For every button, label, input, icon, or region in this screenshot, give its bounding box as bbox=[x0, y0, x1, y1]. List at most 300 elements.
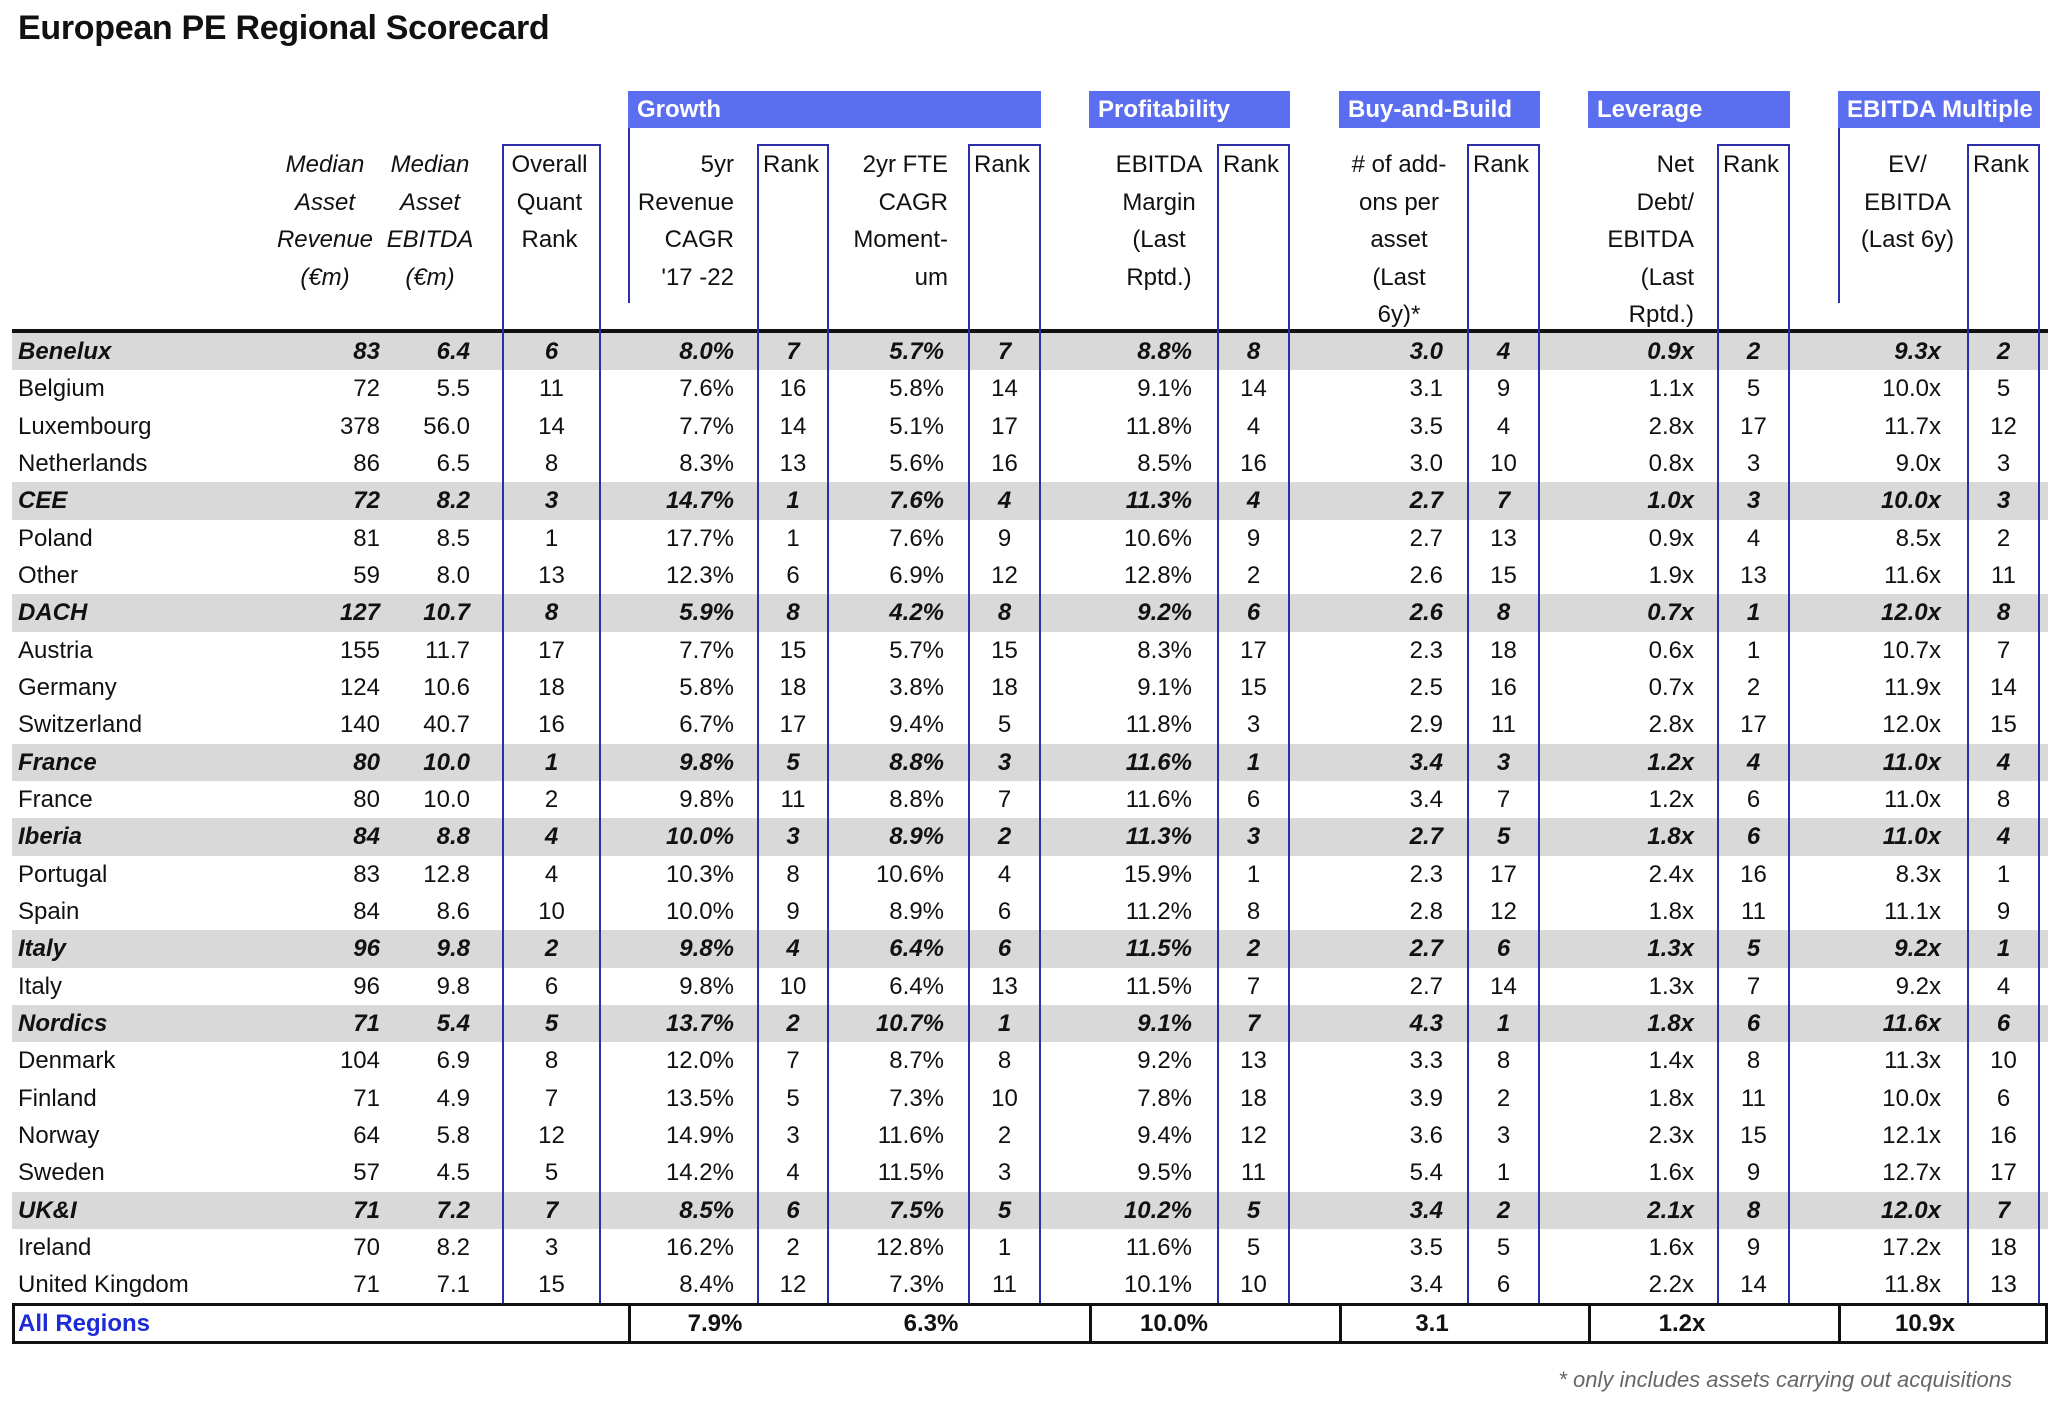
header-ev-ebitda: EV/ EBITDA (Last 6y) bbox=[1860, 151, 1955, 253]
ebitda-margin-rank-cell: 18 bbox=[1240, 1084, 1267, 1112]
net-debt-cell: 0.9x bbox=[1648, 524, 1694, 552]
fte-cagr-cell: 8.8% bbox=[889, 785, 944, 813]
header-median-revenue: Median Asset Revenue (€m) bbox=[276, 151, 374, 291]
overall-rank-cell: 1 bbox=[544, 748, 559, 776]
median-ebitda-cell: 8.8 bbox=[436, 823, 470, 851]
net-debt-cell: 1.2x bbox=[1647, 748, 1694, 776]
ev-ebitda-cell: 9.0x bbox=[1895, 449, 1941, 477]
row-name: Belgium bbox=[18, 375, 105, 403]
net-debt-rank-cell: 2 bbox=[1746, 338, 1761, 365]
overall-rank-cell: 8 bbox=[544, 599, 559, 627]
revenue-cagr-cell: 6.7% bbox=[679, 711, 734, 739]
net-debt-cell: 2.2x bbox=[1648, 1271, 1694, 1299]
fte-cagr-rank-cell: 4 bbox=[997, 860, 1012, 888]
ebitda-margin-rank-cell: 10 bbox=[1240, 1271, 1267, 1299]
net-debt-cell: 1.4x bbox=[1648, 1047, 1694, 1075]
fte-cagr-cell: 7.5% bbox=[889, 1196, 944, 1224]
fte-cagr-rank-cell: 3 bbox=[997, 748, 1012, 776]
median-ebitda-cell: 5.5 bbox=[436, 375, 470, 403]
overall-rank-cell: 17 bbox=[538, 636, 565, 664]
addons-cell: 3.1 bbox=[1409, 375, 1443, 403]
header-revenue-cagr-rank: Rank bbox=[763, 151, 820, 178]
revenue-cagr-rank-cell: 12 bbox=[779, 1271, 807, 1299]
net-debt-rank-cell: 3 bbox=[1746, 449, 1761, 477]
median-ebitda-cell: 8.2 bbox=[436, 487, 470, 515]
net-debt-cell: 0.6x bbox=[1648, 636, 1694, 664]
revenue-cagr-rank-cell: 5 bbox=[786, 1084, 800, 1112]
group-profitability: Profitability bbox=[1089, 91, 1290, 128]
ebitda-margin-cell: 9.4% bbox=[1137, 1121, 1192, 1149]
fte-cagr-rank-cell: 8 bbox=[997, 1047, 1012, 1075]
overall-rank-cell: 7 bbox=[544, 1084, 559, 1112]
median-revenue-cell: 80 bbox=[353, 785, 380, 813]
net-debt-rank-cell: 6 bbox=[1746, 823, 1761, 851]
revenue-cagr-rank-cell: 10 bbox=[779, 972, 807, 1000]
ebitda-margin-rank-cell: 13 bbox=[1240, 1047, 1267, 1075]
median-revenue-cell: 84 bbox=[353, 897, 380, 925]
net-debt-rank-cell: 1 bbox=[1746, 636, 1761, 664]
addons-cell: 2.8 bbox=[1409, 897, 1443, 925]
ev-ebitda-cell: 10.0x bbox=[1880, 487, 1941, 515]
ev-ebitda-cell: 10.0x bbox=[1882, 375, 1941, 403]
ev-ebitda-rank-cell: 13 bbox=[1990, 1271, 2017, 1299]
revenue-cagr-cell: 9.8% bbox=[679, 935, 734, 963]
ev-ebitda-cell: 11.6x bbox=[1884, 561, 1941, 589]
ebitda-margin-rank-cell: 9 bbox=[1246, 524, 1261, 552]
ev-ebitda-rank-cell: 7 bbox=[1996, 1196, 2011, 1224]
revenue-cagr-cell: 8.4% bbox=[679, 1271, 734, 1299]
revenue-cagr-rank-cell: 4 bbox=[786, 1159, 800, 1187]
all-regions-row bbox=[12, 1303, 2048, 1344]
fte-cagr-rank-cell: 4 bbox=[997, 487, 1012, 515]
revenue-cagr-rank-cell: 4 bbox=[786, 935, 800, 963]
header-fte-cagr: 2yr FTE CAGR Moment- um bbox=[853, 151, 948, 291]
median-revenue-cell: 84 bbox=[353, 823, 380, 851]
row-name: Netherlands bbox=[18, 449, 148, 477]
fte-cagr-rank-cell: 10 bbox=[991, 1084, 1018, 1112]
net-debt-cell: 0.9x bbox=[1647, 338, 1694, 365]
ev-ebitda-cell: 11.7x bbox=[1884, 412, 1941, 440]
addons-rank-cell: 6 bbox=[1496, 1271, 1511, 1299]
net-debt-rank-cell: 6 bbox=[1746, 785, 1761, 813]
ebitda-margin-rank-cell: 7 bbox=[1246, 972, 1261, 1000]
ebitda-margin-cell: 11.6% bbox=[1125, 748, 1192, 776]
header-addons-rank: Rank bbox=[1473, 151, 1530, 178]
addons-cell: 2.7 bbox=[1409, 823, 1443, 851]
overall-rank-cell: 6 bbox=[544, 338, 559, 365]
header-overall-rank: Overall Quant Rank bbox=[511, 151, 588, 253]
median-revenue-cell: 72 bbox=[353, 487, 380, 515]
ebitda-margin-cell: 11.5% bbox=[1125, 972, 1192, 1000]
revenue-cagr-cell: 12.3% bbox=[665, 561, 734, 589]
addons-cell: 2.3 bbox=[1409, 636, 1443, 664]
overall-rank-cell: 1 bbox=[544, 524, 559, 552]
fte-cagr-rank-cell: 1 bbox=[997, 1009, 1012, 1037]
total-ebitda-margin: 10.0% bbox=[1139, 1310, 1209, 1337]
fte-cagr-rank-cell: 5 bbox=[997, 1196, 1012, 1224]
ebitda-margin-rank-cell: 5 bbox=[1246, 1233, 1261, 1261]
median-revenue-cell: 155 bbox=[339, 636, 380, 664]
fte-cagr-rank-cell: 3 bbox=[997, 1159, 1012, 1187]
revenue-cagr-cell: 7.7% bbox=[679, 636, 734, 664]
row-name: CEE bbox=[18, 487, 68, 515]
row-name: France bbox=[18, 785, 93, 813]
revenue-cagr-cell: 8.3% bbox=[679, 449, 734, 477]
fte-cagr-rank-cell: 12 bbox=[991, 561, 1018, 589]
ebitda-margin-rank-cell: 7 bbox=[1246, 1009, 1261, 1037]
ev-ebitda-rank-cell: 1 bbox=[1996, 860, 2011, 888]
row-name: Denmark bbox=[18, 1047, 116, 1075]
ev-ebitda-rank-cell: 16 bbox=[1990, 1121, 2017, 1149]
median-revenue-cell: 83 bbox=[353, 338, 380, 365]
ev-ebitda-rank-cell: 6 bbox=[1996, 1009, 2011, 1037]
revenue-cagr-cell: 13.5% bbox=[665, 1084, 734, 1112]
overall-rank-column-box bbox=[502, 144, 601, 1303]
row-name: Switzerland bbox=[18, 711, 143, 739]
ev-ebitda-rank-cell: 3 bbox=[1996, 487, 2011, 515]
fte-cagr-rank-cell: 2 bbox=[997, 823, 1012, 851]
net-debt-cell: 1.2x bbox=[1648, 785, 1694, 813]
median-ebitda-cell: 5.8 bbox=[436, 1121, 470, 1149]
net-debt-cell: 2.4x bbox=[1648, 860, 1694, 888]
addons-rank-cell: 1 bbox=[1496, 1009, 1511, 1037]
addons-rank-cell: 14 bbox=[1490, 972, 1517, 1000]
ev-ebitda-rank-cell: 5 bbox=[1996, 375, 2011, 403]
fte-cagr-rank-column-box bbox=[968, 144, 1041, 1303]
addons-rank-cell: 13 bbox=[1490, 524, 1517, 552]
ev-ebitda-cell: 8.5x bbox=[1895, 524, 1941, 552]
fte-cagr-rank-cell: 16 bbox=[991, 449, 1018, 477]
addons-cell: 3.9 bbox=[1409, 1084, 1443, 1112]
fte-cagr-rank-cell: 11 bbox=[992, 1271, 1017, 1299]
revenue-cagr-cell: 14.2% bbox=[665, 1159, 734, 1187]
row-name: France bbox=[18, 748, 97, 776]
ev-ebitda-cell: 10.0x bbox=[1882, 1084, 1941, 1112]
ebitda-margin-rank-cell: 1 bbox=[1246, 748, 1261, 776]
net-debt-cell: 2.8x bbox=[1648, 412, 1694, 440]
ebitda-section-box bbox=[1838, 128, 2040, 303]
median-revenue-cell: 71 bbox=[353, 1084, 380, 1112]
addons-rank-cell: 3 bbox=[1496, 748, 1511, 776]
addons-rank-cell: 1 bbox=[1496, 1159, 1511, 1187]
all-regions-label: All Regions bbox=[18, 1310, 151, 1337]
median-revenue-cell: 81 bbox=[353, 524, 380, 552]
addons-rank-cell: 5 bbox=[1496, 823, 1511, 851]
net-debt-cell: 0.7x bbox=[1647, 599, 1694, 627]
ev-ebitda-rank-cell: 4 bbox=[1996, 972, 2011, 1000]
ebitda-margin-cell: 7.8% bbox=[1137, 1084, 1192, 1112]
net-debt-cell: 1.8x bbox=[1648, 897, 1694, 925]
net-debt-rank-cell: 17 bbox=[1740, 412, 1767, 440]
median-ebitda-cell: 7.1 bbox=[436, 1271, 470, 1299]
addons-rank-cell: 8 bbox=[1496, 1047, 1511, 1075]
overall-rank-cell: 7 bbox=[544, 1196, 559, 1224]
ebitda-margin-rank-cell: 17 bbox=[1240, 636, 1267, 664]
ev-ebitda-cell: 11.0x bbox=[1882, 823, 1941, 851]
fte-cagr-cell: 11.6% bbox=[877, 1121, 944, 1149]
ev-ebitda-rank-cell: 11 bbox=[1991, 561, 2016, 589]
revenue-cagr-cell: 10.3% bbox=[665, 860, 734, 888]
overall-rank-cell: 11 bbox=[539, 375, 564, 403]
median-revenue-cell: 96 bbox=[353, 972, 380, 1000]
ev-ebitda-cell: 11.1x bbox=[1884, 897, 1941, 925]
median-ebitda-cell: 6.4 bbox=[436, 338, 470, 365]
addons-cell: 3.3 bbox=[1409, 1047, 1443, 1075]
net-debt-cell: 0.8x bbox=[1648, 449, 1694, 477]
overall-rank-cell: 10 bbox=[538, 897, 565, 925]
net-debt-rank-cell: 7 bbox=[1746, 972, 1761, 1000]
overall-rank-cell: 3 bbox=[544, 487, 559, 515]
net-debt-cell: 1.9x bbox=[1648, 561, 1694, 589]
ev-ebitda-cell: 11.9x bbox=[1884, 673, 1941, 701]
revenue-cagr-rank-column-box bbox=[757, 144, 829, 1303]
addons-cell: 3.5 bbox=[1409, 412, 1443, 440]
net-debt-rank-cell: 15 bbox=[1740, 1121, 1767, 1149]
fte-cagr-cell: 6.4% bbox=[889, 972, 944, 1000]
median-ebitda-cell: 7.2 bbox=[436, 1196, 470, 1224]
net-debt-cell: 2.8x bbox=[1648, 711, 1694, 739]
fte-cagr-cell: 5.1% bbox=[889, 412, 944, 440]
row-name: DACH bbox=[18, 599, 88, 627]
addons-cell: 2.5 bbox=[1409, 673, 1443, 701]
total-separator bbox=[628, 1303, 631, 1344]
addons-rank-cell: 8 bbox=[1496, 599, 1511, 627]
fte-cagr-cell: 3.8% bbox=[889, 673, 944, 701]
addons-rank-cell: 11 bbox=[1491, 711, 1516, 739]
addons-cell: 3.4 bbox=[1409, 1196, 1443, 1224]
ev-ebitda-rank-cell: 3 bbox=[1996, 449, 2011, 477]
addons-cell: 2.7 bbox=[1409, 935, 1443, 963]
ebitda-margin-cell: 10.6% bbox=[1123, 524, 1192, 552]
revenue-cagr-rank-cell: 7 bbox=[786, 1047, 800, 1075]
revenue-cagr-rank-cell: 1 bbox=[786, 524, 800, 552]
revenue-cagr-cell: 10.0% bbox=[665, 823, 734, 851]
overall-rank-cell: 6 bbox=[544, 972, 559, 1000]
ebitda-margin-cell: 11.8% bbox=[1125, 711, 1192, 739]
median-ebitda-cell: 12.8 bbox=[423, 860, 470, 888]
median-revenue-cell: 71 bbox=[353, 1196, 380, 1224]
page-title: European PE Regional Scorecard bbox=[18, 9, 550, 47]
ebitda-margin-cell: 8.8% bbox=[1137, 338, 1192, 365]
ebitda-margin-cell: 9.1% bbox=[1137, 375, 1192, 403]
ebitda-margin-rank-cell: 4 bbox=[1246, 412, 1261, 440]
overall-rank-cell: 18 bbox=[538, 673, 565, 701]
addons-rank-cell: 9 bbox=[1496, 375, 1511, 403]
addons-cell: 2.6 bbox=[1409, 561, 1443, 589]
ev-ebitda-cell: 8.3x bbox=[1895, 860, 1941, 888]
fte-cagr-cell: 7.3% bbox=[889, 1084, 944, 1112]
revenue-cagr-rank-cell: 16 bbox=[779, 375, 807, 403]
ev-ebitda-rank-cell: 4 bbox=[1996, 823, 2011, 851]
revenue-cagr-rank-cell: 17 bbox=[779, 711, 807, 739]
total-separator bbox=[1588, 1303, 1591, 1344]
net-debt-cell: 1.6x bbox=[1648, 1159, 1694, 1187]
fte-cagr-cell: 10.7% bbox=[875, 1009, 944, 1037]
net-debt-rank-cell: 13 bbox=[1740, 561, 1767, 589]
revenue-cagr-cell: 7.6% bbox=[679, 375, 734, 403]
addons-rank-cell: 2 bbox=[1496, 1196, 1511, 1224]
total-fte-cagr: 6.3% bbox=[903, 1310, 959, 1337]
ebitda-margin-rank-cell: 1 bbox=[1246, 860, 1261, 888]
ebitda-margin-cell: 8.3% bbox=[1137, 636, 1192, 664]
revenue-cagr-cell: 17.7% bbox=[665, 524, 734, 552]
overall-rank-cell: 5 bbox=[544, 1009, 559, 1037]
fte-cagr-cell: 8.9% bbox=[889, 897, 944, 925]
addons-rank-cell: 18 bbox=[1490, 636, 1517, 664]
revenue-cagr-rank-cell: 7 bbox=[786, 338, 800, 365]
median-revenue-cell: 378 bbox=[339, 412, 380, 440]
addons-cell: 2.7 bbox=[1409, 487, 1443, 515]
revenue-cagr-rank-cell: 2 bbox=[786, 1009, 800, 1037]
net-debt-rank-cell: 1 bbox=[1746, 599, 1761, 627]
total-separator bbox=[1838, 1303, 1841, 1344]
net-debt-rank-column-box bbox=[1717, 144, 1790, 1303]
addons-cell: 2.9 bbox=[1409, 711, 1443, 739]
header-revenue-cagr: 5yr Revenue CAGR '17 -22 bbox=[637, 151, 734, 291]
row-name: Luxembourg bbox=[18, 412, 152, 440]
ev-ebitda-cell: 11.8x bbox=[1884, 1271, 1941, 1299]
ev-ebitda-cell: 12.7x bbox=[1882, 1159, 1941, 1187]
revenue-cagr-rank-cell: 15 bbox=[779, 636, 807, 664]
addons-rank-cell: 4 bbox=[1496, 338, 1511, 365]
addons-cell: 3.4 bbox=[1409, 1271, 1443, 1299]
addons-rank-cell: 12 bbox=[1490, 897, 1517, 925]
ebitda-margin-cell: 11.8% bbox=[1125, 412, 1192, 440]
overall-rank-cell: 8 bbox=[544, 449, 559, 477]
fte-cagr-rank-cell: 17 bbox=[991, 412, 1018, 440]
total-separator bbox=[1339, 1303, 1342, 1344]
net-debt-cell: 0.7x bbox=[1648, 673, 1694, 701]
median-revenue-cell: 64 bbox=[353, 1121, 380, 1149]
ebitda-margin-rank-cell: 2 bbox=[1246, 561, 1261, 589]
row-name: Iberia bbox=[18, 823, 83, 851]
net-debt-cell: 1.8x bbox=[1647, 1009, 1694, 1037]
total-addons: 3.1 bbox=[1415, 1310, 1449, 1337]
row-name: United Kingdom bbox=[18, 1271, 189, 1299]
median-revenue-cell: 127 bbox=[339, 599, 380, 627]
group-ebitda-multiple: EBITDA Multiple bbox=[1838, 91, 2040, 128]
ebitda-margin-rank-cell: 15 bbox=[1240, 673, 1267, 701]
median-ebitda-cell: 6.9 bbox=[436, 1047, 470, 1075]
revenue-cagr-cell: 12.0% bbox=[665, 1047, 734, 1075]
header-ebitda-margin: EBITDA Margin (Last Rptd.) bbox=[1115, 151, 1203, 291]
median-ebitda-cell: 8.5 bbox=[436, 524, 470, 552]
median-ebitda-cell: 10.0 bbox=[423, 785, 470, 813]
ebitda-margin-rank-cell: 6 bbox=[1246, 599, 1261, 627]
addons-cell: 3.6 bbox=[1409, 1121, 1443, 1149]
fte-cagr-cell: 9.4% bbox=[889, 711, 944, 739]
revenue-cagr-rank-cell: 3 bbox=[786, 823, 800, 851]
ev-ebitda-cell: 11.0x bbox=[1882, 748, 1941, 776]
median-revenue-cell: 86 bbox=[353, 449, 380, 477]
ebitda-margin-rank-cell: 12 bbox=[1240, 1121, 1267, 1149]
ebitda-margin-cell: 12.8% bbox=[1123, 561, 1192, 589]
fte-cagr-cell: 6.9% bbox=[889, 561, 944, 589]
revenue-cagr-rank-cell: 3 bbox=[786, 1121, 800, 1149]
fte-cagr-cell: 5.8% bbox=[889, 375, 944, 403]
row-name: Spain bbox=[18, 897, 80, 925]
revenue-cagr-cell: 13.7% bbox=[665, 1009, 734, 1037]
net-debt-rank-cell: 14 bbox=[1740, 1271, 1767, 1299]
overall-rank-cell: 15 bbox=[538, 1271, 565, 1299]
fte-cagr-cell: 11.5% bbox=[877, 1159, 944, 1187]
ebitda-margin-rank-cell: 6 bbox=[1246, 785, 1261, 813]
addons-rank-cell: 3 bbox=[1496, 1121, 1511, 1149]
fte-cagr-rank-cell: 9 bbox=[997, 524, 1012, 552]
revenue-cagr-rank-cell: 14 bbox=[779, 412, 807, 440]
ev-ebitda-rank-cell: 2 bbox=[1996, 524, 2011, 552]
net-debt-rank-cell: 8 bbox=[1746, 1196, 1761, 1224]
addons-cell: 3.0 bbox=[1409, 338, 1443, 365]
revenue-cagr-cell: 8.0% bbox=[679, 338, 734, 365]
revenue-cagr-rank-cell: 6 bbox=[786, 561, 800, 589]
ev-ebitda-rank-cell: 1 bbox=[1996, 935, 2011, 963]
median-revenue-cell: 140 bbox=[339, 711, 380, 739]
ev-ebitda-cell: 11.6x bbox=[1882, 1009, 1941, 1037]
ev-ebitda-rank-cell: 9 bbox=[1996, 897, 2011, 925]
median-revenue-cell: 80 bbox=[353, 748, 380, 776]
ebitda-margin-rank-cell: 3 bbox=[1246, 711, 1261, 739]
fte-cagr-rank-cell: 6 bbox=[997, 897, 1012, 925]
median-ebitda-cell: 10.0 bbox=[423, 748, 470, 776]
revenue-cagr-cell: 14.9% bbox=[665, 1121, 734, 1149]
addons-rank-cell: 6 bbox=[1496, 935, 1511, 963]
total-revenue-cagr: 7.9% bbox=[687, 1310, 743, 1337]
net-debt-rank-cell: 4 bbox=[1746, 748, 1761, 776]
median-revenue-cell: 71 bbox=[353, 1009, 380, 1037]
revenue-cagr-rank-cell: 1 bbox=[786, 487, 800, 515]
net-debt-rank-cell: 4 bbox=[1746, 524, 1761, 552]
revenue-cagr-rank-cell: 9 bbox=[786, 897, 800, 925]
row-name: Italy bbox=[18, 972, 63, 1000]
total-ev-ebitda: 10.9x bbox=[1894, 1310, 1956, 1337]
addons-cell: 4.3 bbox=[1409, 1009, 1443, 1037]
fte-cagr-rank-cell: 13 bbox=[991, 972, 1018, 1000]
addons-rank-column-box bbox=[1467, 144, 1540, 1303]
ebitda-margin-rank-cell: 8 bbox=[1246, 897, 1261, 925]
revenue-cagr-rank-cell: 18 bbox=[779, 673, 807, 701]
revenue-cagr-rank-cell: 11 bbox=[780, 785, 806, 813]
median-ebitda-cell: 4.9 bbox=[436, 1084, 470, 1112]
addons-rank-cell: 7 bbox=[1496, 785, 1511, 813]
ebitda-margin-cell: 11.2% bbox=[1125, 897, 1192, 925]
net-debt-rank-cell: 5 bbox=[1746, 935, 1761, 963]
median-ebitda-cell: 10.7 bbox=[423, 599, 470, 627]
ev-ebitda-rank-cell: 18 bbox=[1990, 1233, 2017, 1261]
addons-cell: 3.4 bbox=[1409, 748, 1443, 776]
addons-rank-cell: 5 bbox=[1496, 1233, 1511, 1261]
net-debt-rank-cell: 5 bbox=[1746, 375, 1761, 403]
ebitda-margin-cell: 11.6% bbox=[1125, 1233, 1192, 1261]
row-name: Portugal bbox=[18, 860, 108, 888]
fte-cagr-rank-cell: 7 bbox=[997, 338, 1012, 365]
ev-ebitda-cell: 12.1x bbox=[1882, 1121, 1941, 1149]
fte-cagr-cell: 4.2% bbox=[889, 599, 944, 627]
addons-cell: 2.7 bbox=[1409, 524, 1443, 552]
addons-rank-cell: 15 bbox=[1490, 561, 1517, 589]
median-ebitda-cell: 6.5 bbox=[436, 449, 470, 477]
net-debt-rank-cell: 16 bbox=[1740, 860, 1767, 888]
fte-cagr-rank-cell: 1 bbox=[997, 1233, 1012, 1261]
fte-cagr-cell: 8.7% bbox=[889, 1047, 944, 1075]
net-debt-rank-cell: 11 bbox=[1741, 1084, 1766, 1112]
overall-rank-cell: 2 bbox=[544, 785, 559, 813]
addons-cell: 2.7 bbox=[1409, 972, 1443, 1000]
ebitda-margin-cell: 11.6% bbox=[1125, 785, 1192, 813]
fte-cagr-rank-cell: 14 bbox=[991, 375, 1018, 403]
fte-cagr-cell: 8.9% bbox=[889, 823, 944, 851]
median-ebitda-cell: 5.4 bbox=[436, 1009, 470, 1037]
